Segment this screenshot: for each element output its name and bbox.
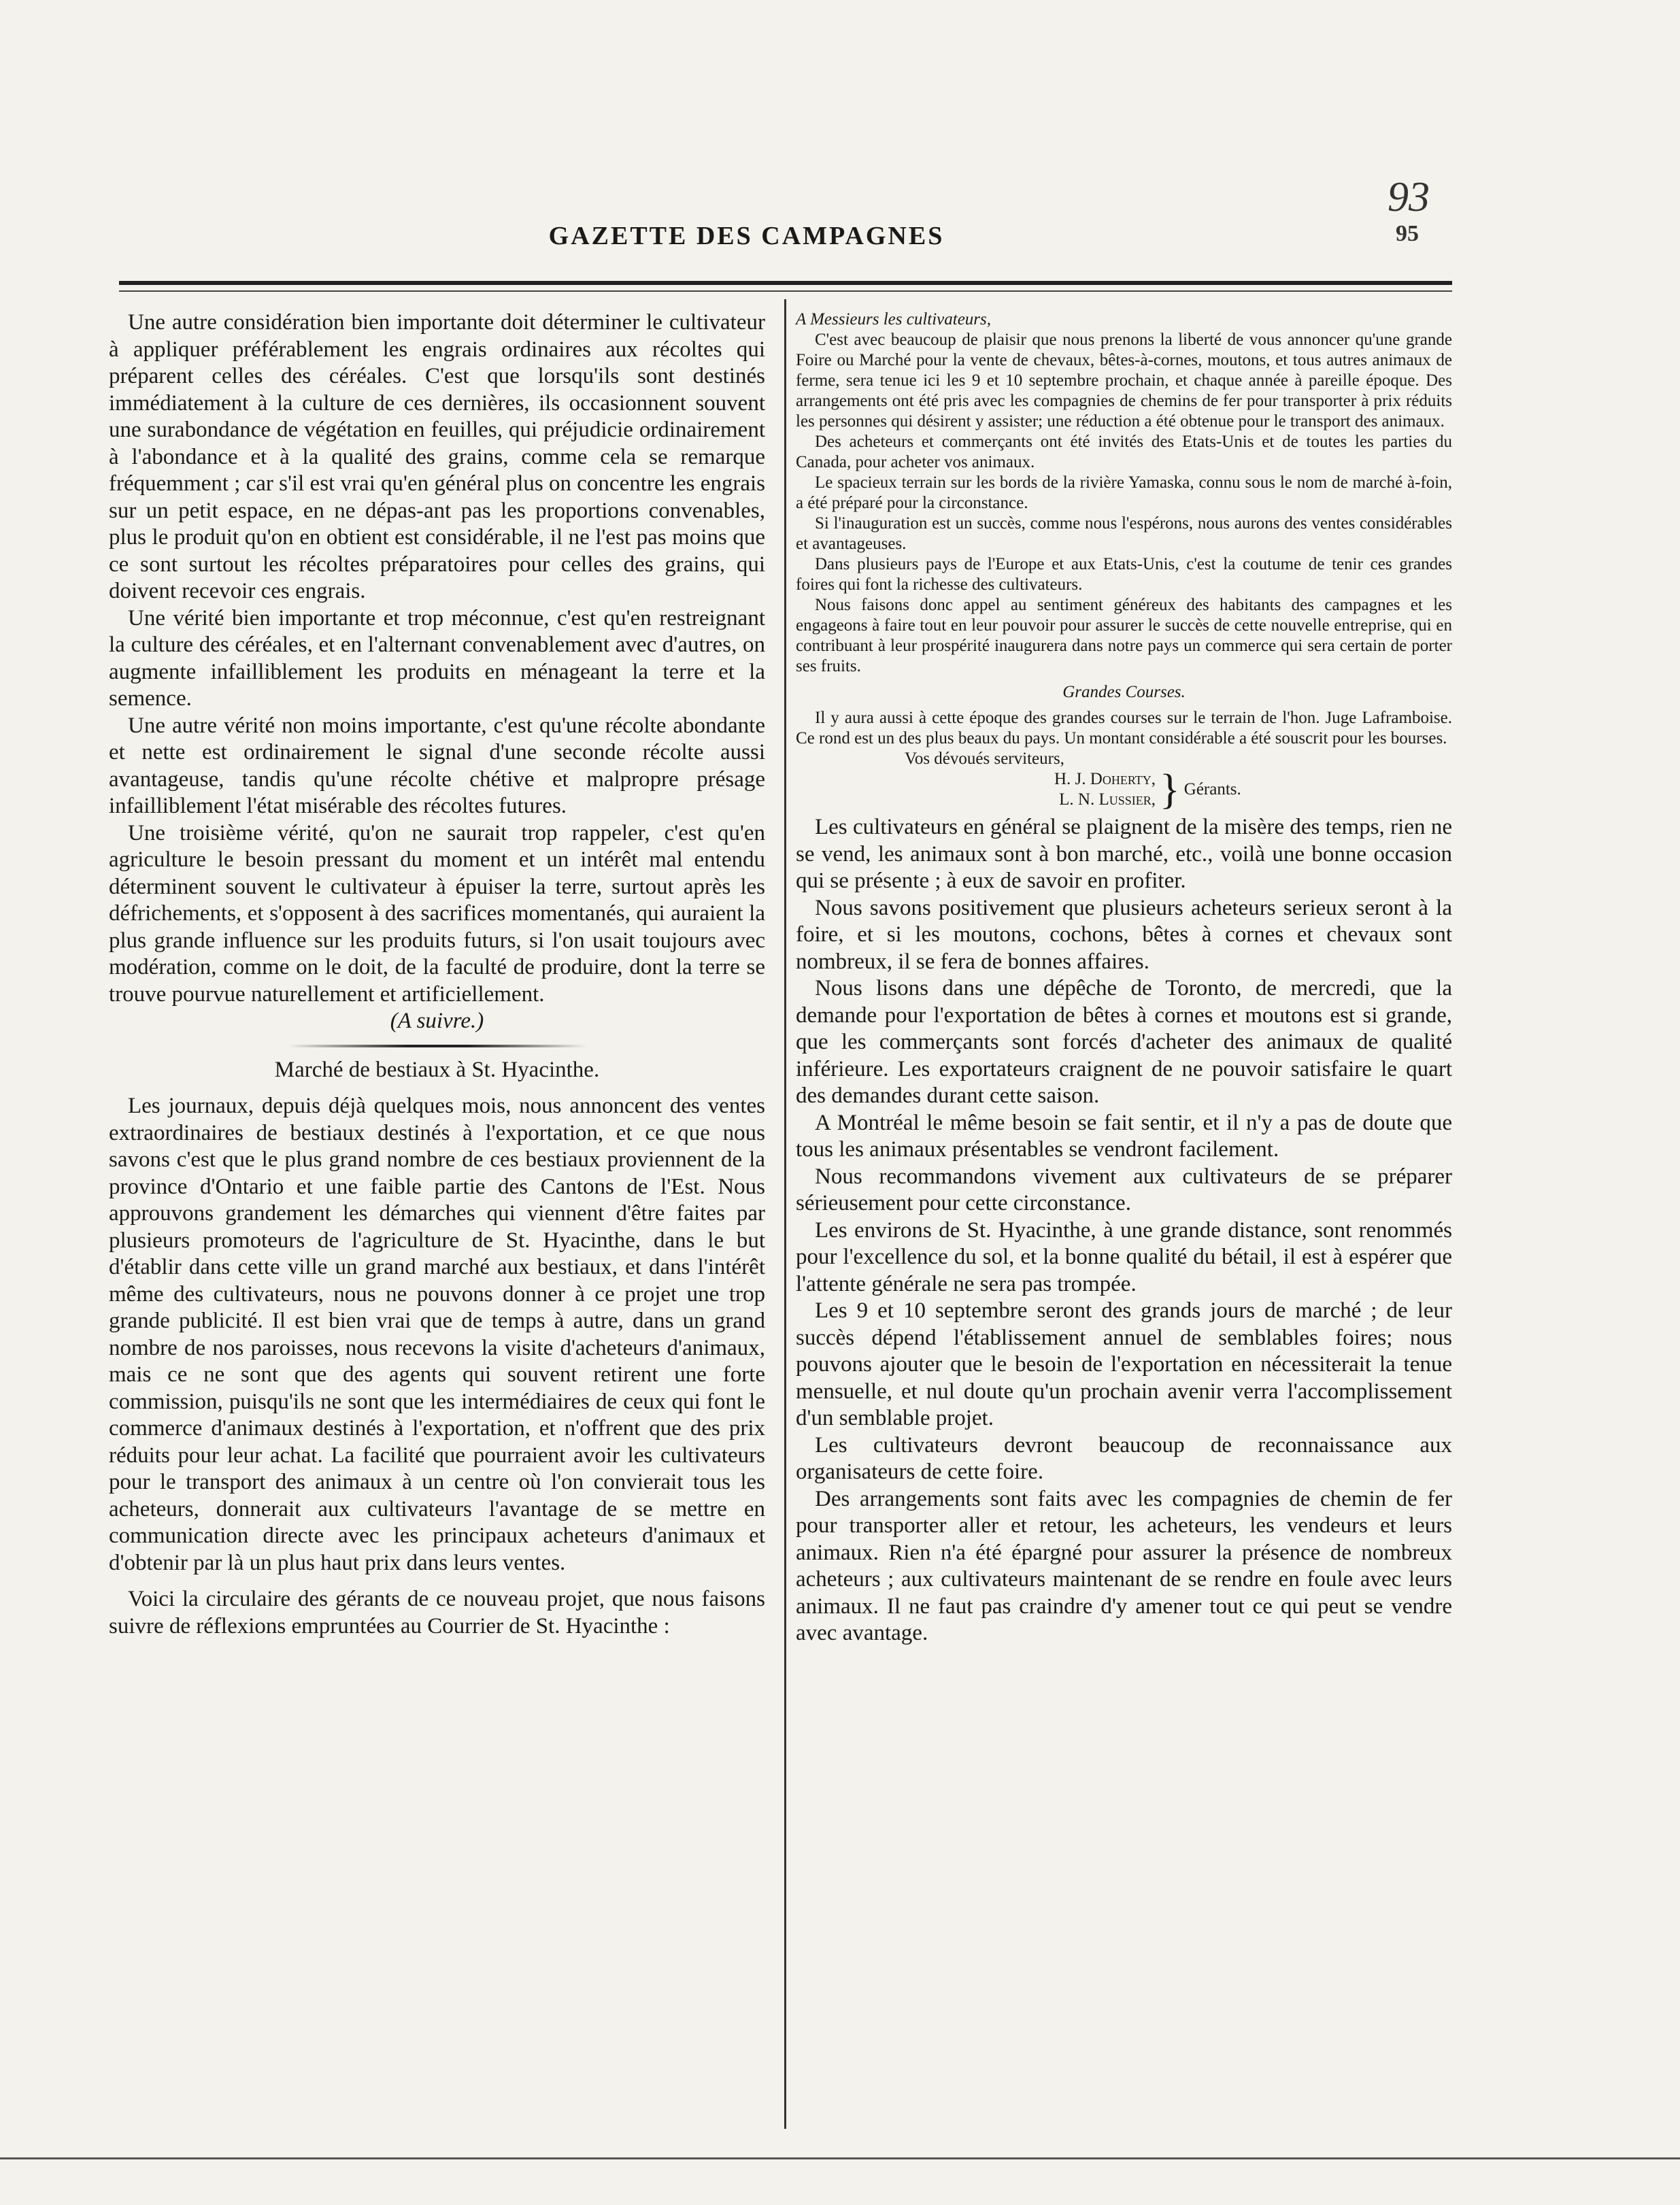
article-paragraph: Nous savons positivement que plusieurs acheteurs serieux seront à la foire, et si les moutons, cochons, bêtes à cornes et chevaux sont nombreux, il se fera de bonnes affaires. (796, 895, 1452, 974)
circular (796, 309, 1452, 813)
column-divider (784, 299, 786, 2129)
handwritten-page-number: 93 (1388, 174, 1430, 220)
signer-name: H. J. Doherty, (1054, 770, 1156, 788)
circular-paragraph: Des acheteurs et commerçants ont été invités des Etats-Unis et de toutes les parties du Canada, pour acheter vos animaux. (796, 433, 1452, 471)
article-paragraph: Voici la circulaire des gérants de ce nouveau projet, que nous faisons suivre de réflexions empruntées au Courrier de St. Hyacinthe : (109, 1587, 765, 1638)
signer-role: Gérants. (1183, 780, 1241, 798)
header-rule-thick (119, 281, 1452, 285)
article-paragraph: Une troisième vérité, qu'on ne saurait trop rappeler, c'est qu'en agriculture le besoin pressant du moment et un intérêt mal entendu déterminent souvent le cultivateur à épuiser la terre, surtout après les défrichements, et s'opposent à des sacrifices momentanés, qui auraient la plus grande influence sur les produits futurs, si l'on usait toujours avec modération, comme on le doit, de la faculté de produire, dont la terre se trouve pourvue naturellement et artificiellement. (109, 820, 765, 1007)
article-paragraph: Une autre vérité non moins importante, c'est qu'une récolte abondante et nette est ordinairement le signal d'une seconde récolte aussi avantageuse, tandis qu'une récolte chétive et malpropre présage infailliblement l'état misérable des récoltes futures. (109, 713, 765, 818)
circular-paragraph: Il y aura aussi à cette époque des grandes courses sur le terrain de l'hon. Juge Laframboise. Ce rond est un des plus beaux du pays. Un montant considérable a été souscrit pour les bourses. (796, 709, 1452, 747)
commentary (796, 814, 1452, 1647)
circular-paragraph: Le spacieux terrain sur les bords de la rivière Yamaska, connu sous le nom de marché à-foin, a été préparé pour la circonstance. (796, 473, 1452, 512)
masthead-title: GAZETTE DES CAMPAGNES (548, 222, 945, 250)
article-paragraph: Nous lisons dans une dépêche de Toronto, de mercredi, que la demande pour l'exportation de bêtes à cornes et moutons est si grande, que les commerçants sont forcés d'acheter des animaux de qualité inférieure. Les exportateurs craignent de ne pouvoir satisfaire le quart des demandes durant cette saison. (796, 976, 1452, 1108)
article-paragraph: Les environs de St. Hyacinthe, à une grande distance, sont renommés pour l'excellence du sol, et la bonne qualité du bétail, il est à espérer que l'attente générale ne sera pas trompée. (796, 1217, 1452, 1296)
signature-block (796, 767, 1452, 813)
circular-paragraph: Nous faisons donc appel au sentiment généreux des habitants des campagnes et les engageons à faire tout en leur pouvoir pour assurer le succès de cette nouvelle entreprise, qui en contribuant à leur prospérité inaugurera dans notre pays un commerce qui sera certain de porter ses fruits. (796, 596, 1452, 675)
article-paragraph: Les journaux, depuis déjà quelques mois, nous annoncent des ventes extraordinaires de bestiaux destinés à l'exportation, et ce que nous savons c'est que le plus grand nombre de ces bestiaux proviennent de la province d'Ontario et une faible partie des Cantons de l'Est. Nous approuvons grandement les démarches qui viennent d'être faites par plusieurs promoteurs de l'agriculture de St. Hyacinthe, dans le but d'établir dans cette ville un grand marché aux bestiaux, et dans l'intérêt même des cultivateurs, nous ne pouvons donner à ce projet une trop grande publicité. Il est bien vrai que de temps à autre, dans un grand nombre de nos paroisses, nous recevons la visite d'acheteurs d'animaux, mais ce ne sont que des agents qui souvent retirent une forte commission, puisqu'ils ne sont que les intermédiaires de ceux qui font le commerce d'animaux destinés à l'exportation, et n'offrent que des prix réduits pour leur achat. La facilité que pourraient avoir les cultivateurs pour le transport des animaux à un centre où l'on convierait tous les acheteurs, donnerait aux cultivateurs l'avantage de se mettre en communication directe avec les principaux acheteurs d'animaux et d'obtenir par là un plus haut prix dans leurs ventes. (109, 1094, 765, 1575)
brace-glyph: } (1160, 767, 1180, 813)
footer-rule (0, 2157, 1680, 2159)
article-paragraph: Des arrangements sont faits avec les compagnies de chemin de fer pour transporter aller et retour, les acheteurs, les vendeurs et leurs animaux. Rien n'a été épargné pour assurer la présence de nombreux acheteurs ; aux cultivateurs maintenant de se rendre en foule avec leurs animaux. Il ne faut pas craindre d'y amener tout ce qui peut se vendre avec avantage. (796, 1486, 1452, 1645)
section-heading: Marché de bestiaux à St. Hyacinthe. (274, 1057, 600, 1082)
to-be-continued: (A suivre.) (390, 1009, 484, 1033)
printed-page-number: 95 (1396, 221, 1419, 246)
courses-heading: Grandes Courses. (1062, 683, 1186, 701)
circular-salutation: A Messieurs les cultivateurs, (796, 310, 991, 329)
signer-name: L. N. Lussier, (1059, 790, 1156, 809)
article-paragraph: Une autre considération bien importante doit déterminer le cultivateur à appliquer préférablement les engrais ordinaires aux récoltes qui préparent celles des céréales. C'est que lorsqu'ils sont destinés immédiatement à la culture de ces dernières, ils occasionnent souvent une surabondance de végétation en feuilles, qui préjudicie ordinairement à l'abondance et à la qualité des grains, comme cela se remarque fréquemment ; car s'il est vrai qu'en général plus on concentre les engrais sur un petit espace, en ne dépas-ant pas les proportions convenables, plus le produit qu'on en obtient est considérable, il ne l'est pas moins que ce sont surtout les récoltes préparatoires pour celles des grains, qui doivent recevoir ces engrais. (109, 310, 765, 603)
circular-paragraph: C'est avec beaucoup de plaisir que nous prenons la liberté de vous annoncer qu'une grande Foire ou Marché pour la vente de chevaux, bêtes-à-cornes, moutons, et tous autres animaux de ferme, sera tenue ici les 9 et 10 septembre prochain, et chaque année à pareille époque. Des arrangements ont été pris avec les compagnies de chemins de fer pour transporter à prix réduits les personnes qui désirent y assister; une réduction a été obtenue pour le transport des animaux. (796, 331, 1452, 431)
article-paragraph: Les 9 et 10 septembre seront des grands jours de marché ; de leur succès dépend l'établissement annuel de semblables foires; nous pouvons ajouter que le besoin de l'exportation en nécessiterait la tenue mensuelle, et nul doute qu'un prochain avenir verra l'accomplissement d'un semblable projet. (796, 1298, 1452, 1430)
left-column (109, 309, 765, 1640)
section-separator (288, 1045, 587, 1047)
header-rule-thin (119, 290, 1452, 292)
article-paragraph: Les cultivateurs devront beaucoup de reconnaissance aux organisateurs de cette foire. (796, 1432, 1452, 1484)
article-paragraph: A Montréal le même besoin se fait sentir, et il n'y a pas de doute que tous les animaux présentables se vendront facilement. (796, 1110, 1452, 1162)
right-column (796, 309, 1452, 1647)
article-paragraph: Une vérité bien importante et trop méconnue, c'est qu'en restreignant la culture des céréales, et en l'alternant convenablement avec d'autres, on augmente infailliblement les produits en ménageant la terre et la semence. (109, 605, 765, 711)
article-paragraph: Les cultivateurs en général se plaignent de la misère des temps, rien ne se vend, les animaux sont à bon marché, etc., voilà une bonne occasion qui se présente ; à eux de savoir en profiter. (796, 815, 1452, 893)
circular-paragraph: Si l'inauguration est un succès, comme nous l'espérons, nous aurons des ventes considérables et avantageuses. (796, 514, 1452, 553)
article-paragraph: Nous recommandons vivement aux cultivateurs de se préparer sérieusement pour cette circonstance. (796, 1164, 1452, 1215)
circular-paragraph: Dans plusieurs pays de l'Europe et aux Etats-Unis, c'est la coutume de tenir ces grandes foires qui font la richesse des cultivateurs. (796, 555, 1452, 594)
circular-signoff: Vos dévoués serviteurs, (905, 750, 1064, 768)
